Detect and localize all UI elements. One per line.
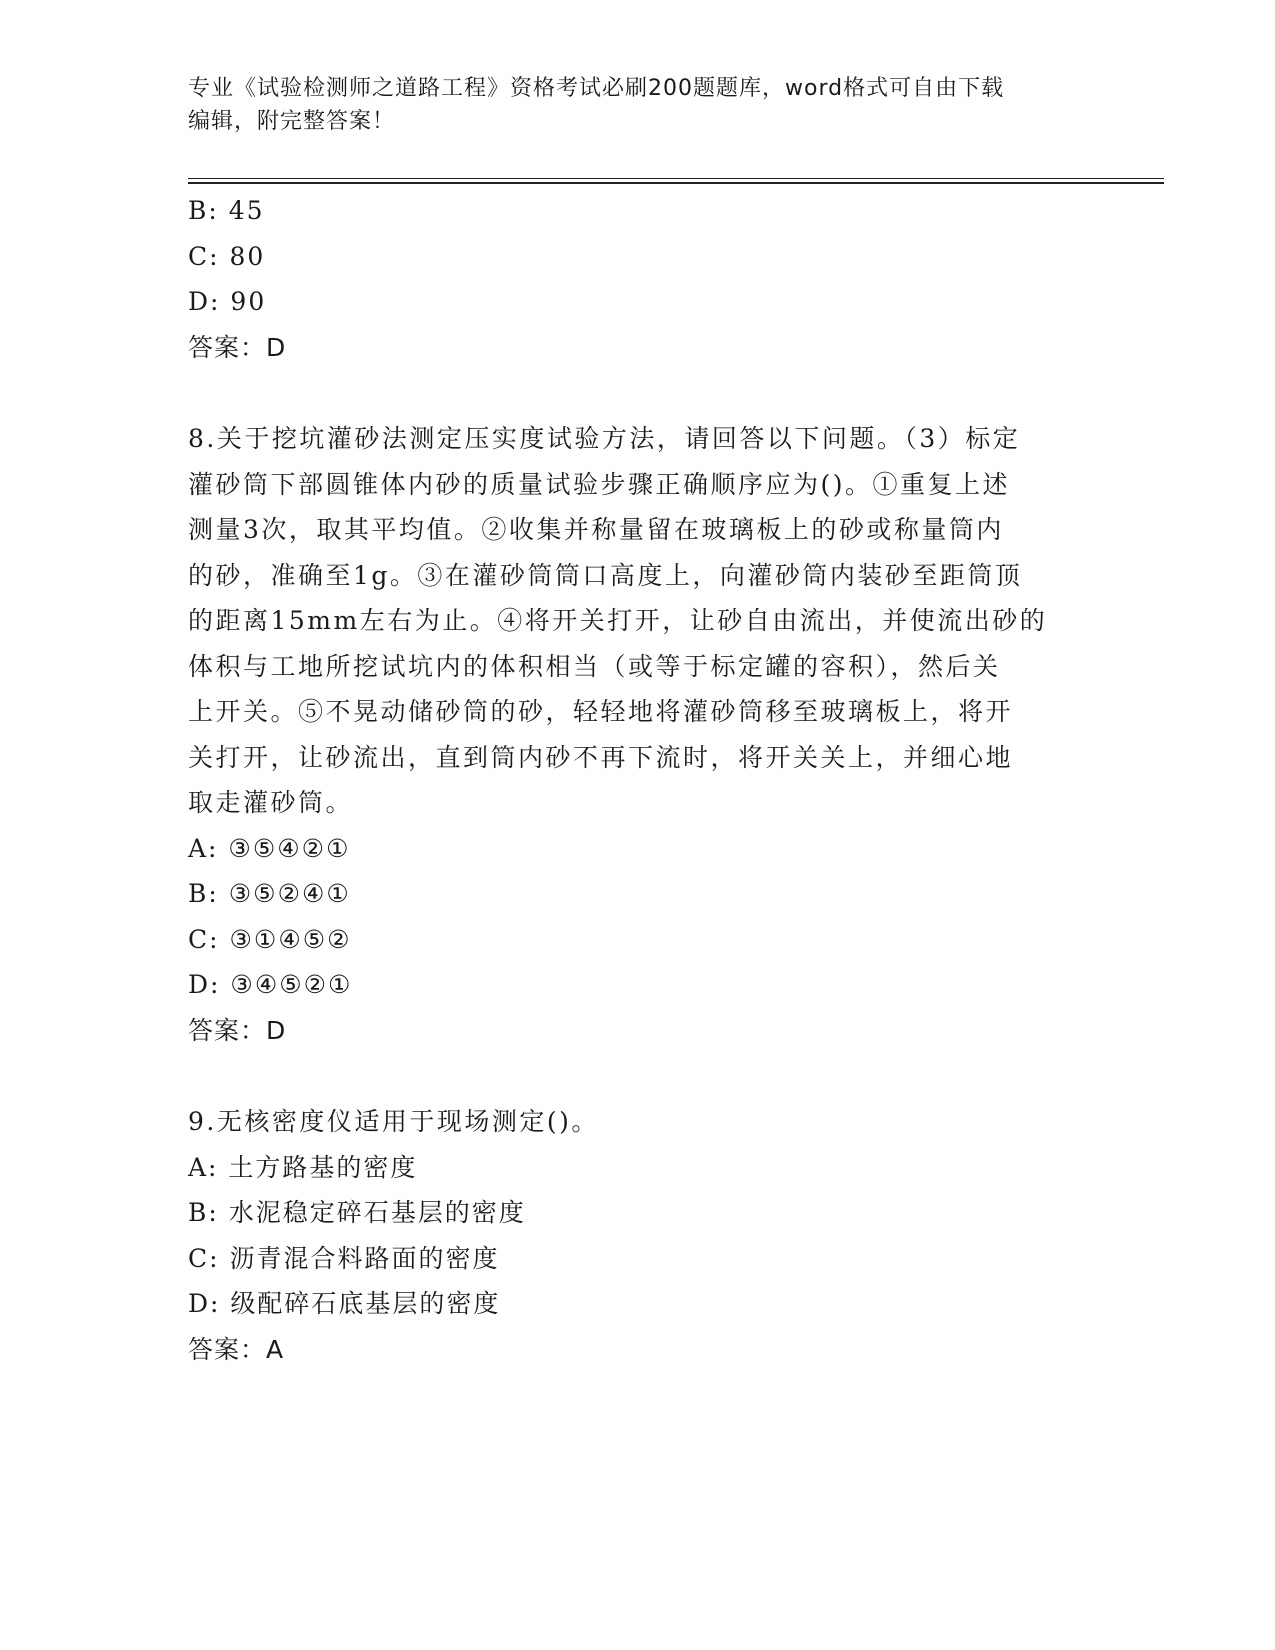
option-b: B: ③⑤②④① <box>188 879 351 908</box>
question-line: 测量3次，取其平均值。②收集并称量留在玻璃板上的砂或称量筒内 <box>188 515 1004 544</box>
option-a: A: ③⑤④②① <box>188 833 351 863</box>
question-line: 的距离15mm左右为止。④将开关打开，让砂自由流出，并使流出砂的 <box>188 606 1048 635</box>
option-a: A: 土方路基的密度 <box>188 1152 418 1182</box>
document-header <box>188 72 1088 138</box>
header-rule-thin <box>188 178 1164 179</box>
question-9-text: 9.无核密度仪适用于现场测定()。 <box>188 1107 599 1136</box>
option-c: C: ③①④⑤② <box>188 924 352 954</box>
option-b: B: 45 <box>188 196 265 225</box>
question-8-answer: 答案：D <box>188 1015 287 1045</box>
question-8-text <box>188 416 1088 826</box>
question-line: 体积与工地所挖试坑内的体积相当（或等于标定罐的容积），然后关 <box>188 651 1001 681</box>
option-d: D: 90 <box>188 287 267 316</box>
document-body <box>188 188 1088 1372</box>
question-8-options <box>188 826 1088 1008</box>
question-7-options <box>188 188 1088 325</box>
header-line-2: 编辑，附完整答案！ <box>188 109 396 134</box>
question-line: 关打开，让砂流出，直到筒内砂不再下流时，将开关关上，并细心地 <box>188 742 1014 772</box>
question-line: 取走灌砂筒。 <box>188 788 354 817</box>
question-line: 的砂，准确至1g。③在灌砂筒筒口高度上，向灌砂筒内装砂至距筒顶 <box>188 560 1023 590</box>
option-c: C: 沥青混合料路面的密度 <box>188 1243 500 1273</box>
question-line: 灌砂筒下部圆锥体内砂的质量试验步骤正确顺序应为()。①重复上述 <box>188 469 1011 499</box>
header-line-1: 专业《试验检测师之道路工程》资格考试必刷200题题库，word格式可自由下载 <box>188 76 1005 101</box>
question-7-answer: 答案：D <box>188 332 287 362</box>
option-c: C: 80 <box>188 241 266 271</box>
option-d: D: ③④⑤②① <box>188 970 353 999</box>
option-d: D: 级配碎石底基层的密度 <box>188 1289 501 1318</box>
question-9-options <box>188 1145 1088 1327</box>
option-b: B: 水泥稳定碎石基层的密度 <box>188 1198 526 1227</box>
question-line: 上开关。⑤不晃动储砂筒的砂，轻轻地将灌砂筒移至玻璃板上，将开 <box>188 697 1014 726</box>
question-line: 8.关于挖坑灌砂法测定压实度试验方法，请回答以下问题。（3）标定 <box>188 424 1021 453</box>
question-9-answer: 答案：A <box>188 1334 285 1364</box>
header-rule-thick <box>188 182 1164 184</box>
